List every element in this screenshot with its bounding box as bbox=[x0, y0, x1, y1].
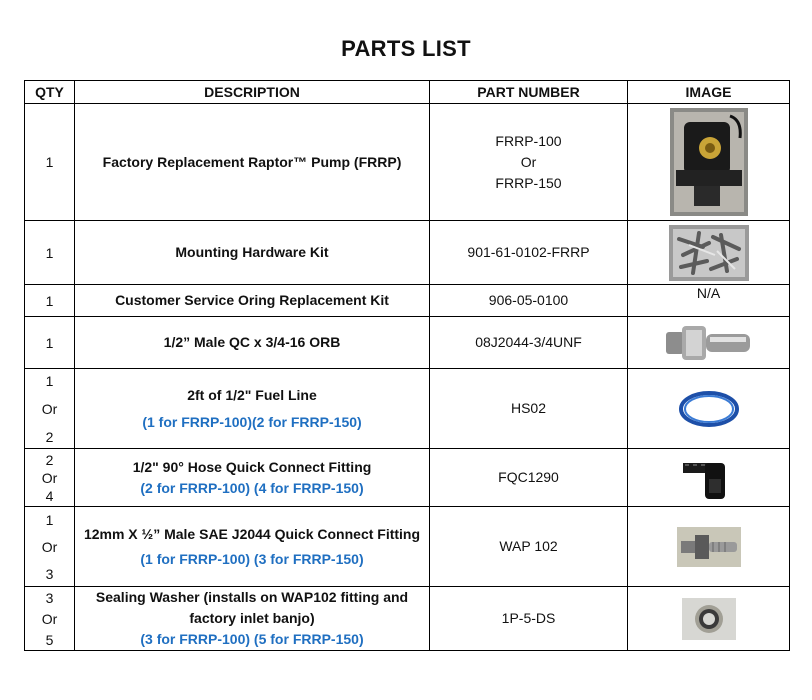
part-number-cell bbox=[430, 104, 628, 221]
description-cell bbox=[75, 285, 430, 317]
description-note: (1 for FRRP-100) (3 for FRRP-150) bbox=[140, 550, 364, 567]
qty-or: Or bbox=[41, 469, 58, 486]
description-text: Mounting Hardware Kit bbox=[175, 244, 329, 260]
description-cell bbox=[75, 104, 430, 221]
parts-table bbox=[24, 80, 790, 651]
description-cell bbox=[75, 587, 430, 651]
image-cell bbox=[628, 317, 790, 369]
header-part-number: PART NUMBER bbox=[430, 81, 628, 104]
fitting-photo bbox=[664, 320, 754, 366]
qty-value: 3 bbox=[45, 589, 54, 606]
image-cell bbox=[628, 507, 790, 587]
part-number-text: 08J2044-3/4UNF bbox=[475, 334, 582, 350]
part-number-cell bbox=[430, 369, 628, 449]
part-number-text: FRRP-100 bbox=[495, 132, 562, 149]
description-note: (3 for FRRP-100) (5 for FRRP-150) bbox=[140, 631, 364, 647]
description-note: (1 for FRRP-100)(2 for FRRP-150) bbox=[142, 413, 362, 430]
part-number-text: 901-61-0102-FRRP bbox=[467, 244, 590, 260]
qty-or: Or bbox=[41, 400, 58, 417]
part-number-text: WAP 102 bbox=[499, 538, 558, 554]
fuel-line-photo bbox=[674, 386, 744, 432]
qty-cell bbox=[25, 587, 75, 651]
part-number-text: FRRP-150 bbox=[495, 174, 562, 191]
part-number-cell bbox=[430, 587, 628, 651]
table-row bbox=[25, 449, 790, 507]
table-row bbox=[25, 587, 790, 651]
part-number-text: HS02 bbox=[510, 400, 547, 416]
pump-photo bbox=[670, 108, 748, 216]
qty-cell bbox=[25, 104, 75, 221]
qty-cell bbox=[25, 449, 75, 507]
qty-cell bbox=[25, 221, 75, 285]
qty-cell bbox=[25, 285, 75, 317]
table-row bbox=[25, 317, 790, 369]
qty-value: 1 bbox=[45, 334, 54, 351]
image-cell bbox=[628, 285, 790, 317]
part-number-cell bbox=[430, 285, 628, 317]
straight-fitting-photo bbox=[677, 527, 741, 567]
table-row bbox=[25, 104, 790, 221]
description-cell bbox=[75, 369, 430, 449]
description-text: 1/2" 90° Hose Quick Connect Fitting bbox=[132, 458, 372, 475]
table-header-row bbox=[25, 81, 790, 104]
header-image: IMAGE bbox=[628, 81, 790, 104]
qty-value: 5 bbox=[45, 631, 54, 648]
table-row bbox=[25, 285, 790, 317]
qty-or: Or bbox=[41, 610, 58, 627]
qty-value: 1 bbox=[45, 372, 54, 389]
washer-photo bbox=[682, 598, 736, 640]
description-note: (2 for FRRP-100) (4 for FRRP-150) bbox=[140, 479, 364, 496]
image-cell bbox=[628, 369, 790, 449]
table-row bbox=[25, 507, 790, 587]
qty-value: 1 bbox=[45, 292, 54, 309]
description-cell bbox=[75, 221, 430, 285]
qty-value: 4 bbox=[45, 487, 54, 504]
image-cell bbox=[628, 221, 790, 285]
part-number-cell bbox=[430, 507, 628, 587]
part-number-text: 1P-5-DS bbox=[501, 610, 556, 626]
page-title: PARTS LIST bbox=[341, 36, 471, 61]
description-text: 2ft of 1/2" Fuel Line bbox=[187, 386, 317, 403]
description-text: 1/2” Male QC x 3/4-16 ORB bbox=[163, 334, 341, 350]
description-text: Customer Service Oring Replacement Kit bbox=[115, 292, 389, 308]
part-number-cell bbox=[430, 449, 628, 507]
qty-value: 3 bbox=[45, 565, 54, 582]
image-cell bbox=[628, 104, 790, 221]
part-number-or: Or bbox=[520, 153, 537, 170]
description-cell bbox=[75, 449, 430, 507]
part-number-cell bbox=[430, 221, 628, 285]
qty-value: 2 bbox=[45, 428, 54, 445]
elbow-fitting-photo bbox=[679, 453, 739, 503]
header-qty: QTY bbox=[25, 81, 75, 104]
qty-value: 1 bbox=[45, 511, 54, 528]
part-number-cell bbox=[430, 317, 628, 369]
description-text: Factory Replacement Raptor™ Pump (FRRP) bbox=[102, 153, 402, 170]
hardware-kit-photo bbox=[669, 225, 749, 281]
part-number-text: 906-05-0100 bbox=[488, 292, 569, 308]
header-description: DESCRIPTION bbox=[75, 81, 430, 104]
table-row bbox=[25, 221, 790, 285]
part-number-text: FQC1290 bbox=[498, 469, 559, 485]
image-cell bbox=[628, 449, 790, 507]
description-cell bbox=[75, 507, 430, 587]
description-cell bbox=[75, 317, 430, 369]
qty-or: Or bbox=[41, 538, 58, 555]
qty-value: 1 bbox=[45, 154, 54, 170]
qty-value: 2 bbox=[45, 451, 54, 468]
qty-cell bbox=[25, 369, 75, 449]
image-cell bbox=[628, 587, 790, 651]
qty-cell bbox=[25, 317, 75, 369]
description-text: 12mm X ½” Male SAE J2044 Quick Connect Fitting bbox=[83, 525, 421, 542]
description-text: Sealing Washer (installs on WAP102 fitting and factory inlet banjo) bbox=[95, 589, 409, 626]
table-row bbox=[25, 369, 790, 449]
qty-value: 1 bbox=[45, 244, 54, 261]
qty-cell bbox=[25, 507, 75, 587]
image-na-text: N/A bbox=[696, 285, 721, 301]
